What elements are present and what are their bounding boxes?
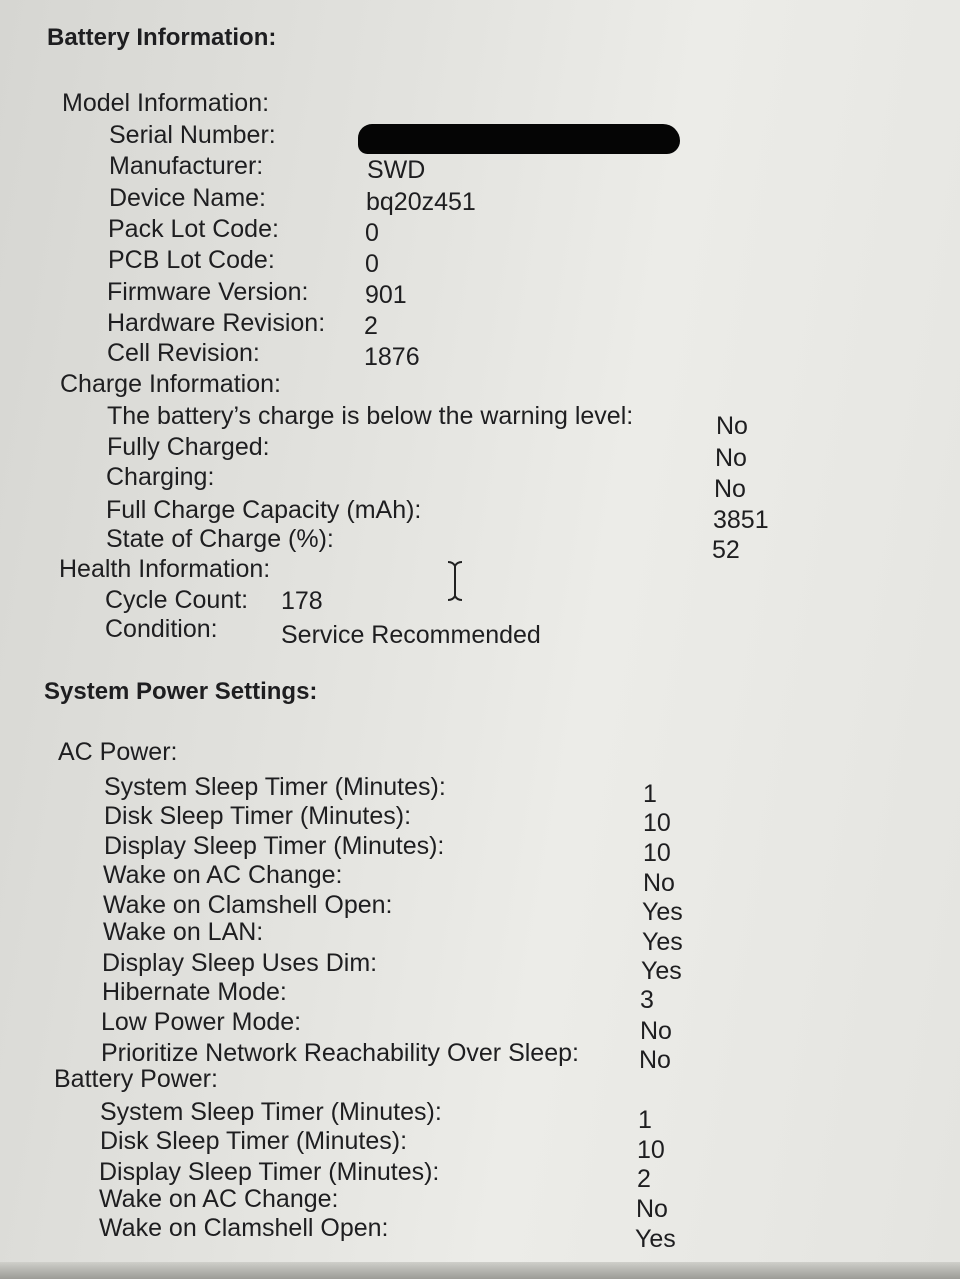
batt-disk-sleep-value: 10 <box>637 1136 665 1164</box>
ac-wake-ac-change-value: No <box>643 869 675 897</box>
pcb-lot-code-value: 0 <box>365 250 379 278</box>
batt-wake-clamshell-value: Yes <box>635 1225 676 1253</box>
batt-wake-ac-change-value: No <box>636 1195 668 1223</box>
batt-wake-ac-change-label: Wake on AC Change: <box>99 1185 339 1213</box>
batt-display-sleep-label: Display Sleep Timer (Minutes): <box>99 1158 440 1186</box>
firmware-version-value: 901 <box>365 281 407 309</box>
model-information-label: Model Information: <box>62 89 270 117</box>
ac-wake-lan-value: Yes <box>642 928 683 956</box>
serial-number-redaction <box>358 124 680 154</box>
condition-label: Condition: <box>105 615 218 643</box>
ac-wake-clamshell-value: Yes <box>642 898 683 926</box>
ac-disk-sleep-value: 10 <box>643 809 671 837</box>
serial-number-label: Serial Number: <box>109 121 276 149</box>
system-power-settings-heading: System Power Settings: <box>44 678 318 705</box>
ac-hibernate-mode-label: Hibernate Mode: <box>102 978 287 1006</box>
ac-disk-sleep-label: Disk Sleep Timer (Minutes): <box>104 802 412 830</box>
text-cursor-icon <box>443 560 467 602</box>
manufacturer-value: SWD <box>367 156 426 184</box>
cycle-count-value: 178 <box>281 587 323 615</box>
ac-wake-lan-label: Wake on LAN: <box>103 918 264 946</box>
state-of-charge-value: 52 <box>712 536 740 564</box>
ac-display-sleep-label: Display Sleep Timer (Minutes): <box>104 832 445 860</box>
pack-lot-code-label: Pack Lot Code: <box>108 215 279 243</box>
device-name-label: Device Name: <box>109 184 266 212</box>
device-name-value: bq20z451 <box>366 188 476 216</box>
state-of-charge-label: State of Charge (%): <box>106 525 334 553</box>
health-information-label: Health Information: <box>59 555 271 583</box>
batt-display-sleep-value: 2 <box>637 1165 651 1193</box>
ac-wake-ac-change-label: Wake on AC Change: <box>103 861 343 889</box>
pack-lot-code-value: 0 <box>365 219 379 247</box>
ac-display-sleep-value: 10 <box>643 839 671 867</box>
fully-charged-label: Fully Charged: <box>107 433 270 461</box>
cell-revision-value: 1876 <box>364 343 420 371</box>
full-charge-capacity-label: Full Charge Capacity (mAh): <box>106 496 422 524</box>
firmware-version-label: Firmware Version: <box>107 278 309 306</box>
ac-display-dim-value: Yes <box>641 957 682 985</box>
condition-value: Service Recommended <box>281 621 541 649</box>
ac-prioritize-network-label: Prioritize Network Reachability Over Sleep: <box>101 1039 579 1067</box>
charging-label: Charging: <box>106 463 215 491</box>
ac-prioritize-network-value: No <box>639 1046 671 1074</box>
fully-charged-value: No <box>715 444 747 472</box>
batt-wake-clamshell-label: Wake on Clamshell Open: <box>99 1214 389 1242</box>
full-charge-capacity-value: 3851 <box>713 506 769 534</box>
ac-system-sleep-value: 1 <box>643 780 657 808</box>
battery-power-label: Battery Power: <box>54 1065 218 1093</box>
ac-wake-clamshell-label: Wake on Clamshell Open: <box>103 891 393 919</box>
screen-bottom-edge <box>0 1262 960 1279</box>
ac-hibernate-mode-value: 3 <box>640 986 654 1014</box>
batt-disk-sleep-label: Disk Sleep Timer (Minutes): <box>100 1127 408 1155</box>
ac-system-sleep-label: System Sleep Timer (Minutes): <box>104 773 446 801</box>
warning-level-value: No <box>716 412 748 440</box>
batt-system-sleep-value: 1 <box>638 1106 652 1134</box>
pcb-lot-code-label: PCB Lot Code: <box>108 246 275 274</box>
ac-low-power-value: No <box>640 1017 672 1045</box>
batt-system-sleep-label: System Sleep Timer (Minutes): <box>100 1098 442 1126</box>
manufacturer-label: Manufacturer: <box>109 152 264 180</box>
ac-low-power-label: Low Power Mode: <box>101 1008 302 1036</box>
ac-display-dim-label: Display Sleep Uses Dim: <box>102 949 378 977</box>
charging-value: No <box>714 475 746 503</box>
warning-level-label: The battery’s charge is below the warning level: <box>107 402 634 430</box>
ac-power-label: AC Power: <box>58 738 178 766</box>
battery-information-heading: Battery Information: <box>47 24 277 51</box>
hardware-revision-value: 2 <box>364 312 378 340</box>
hardware-revision-label: Hardware Revision: <box>107 309 326 337</box>
charge-information-label: Charge Information: <box>60 370 281 398</box>
cycle-count-label: Cycle Count: <box>105 586 249 614</box>
cell-revision-label: Cell Revision: <box>107 339 260 367</box>
